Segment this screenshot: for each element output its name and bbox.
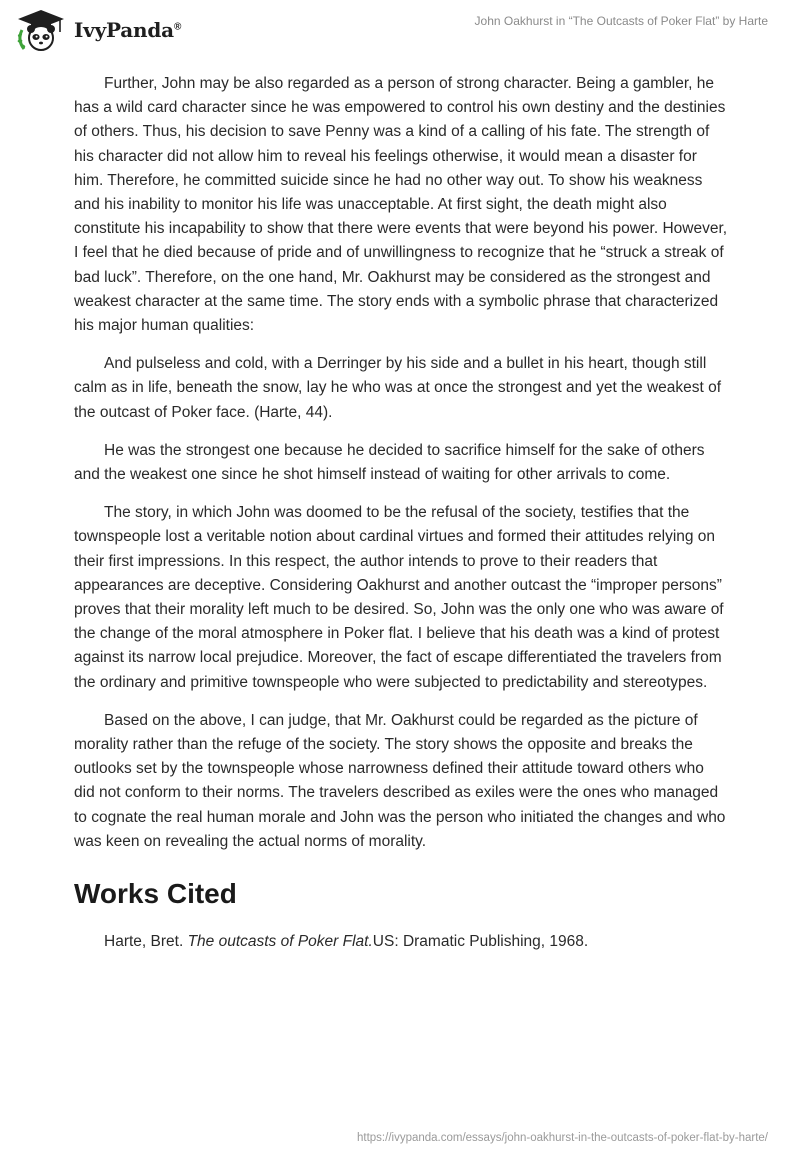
source-url-link[interactable]: https://ivypanda.com/essays/john-oakhurst-in-the-outcasts-of-poker-flat-by-harte/ (357, 1132, 768, 1144)
document-title: John Oakhurst in “The Outcasts of Poker Flat” by Harte (474, 14, 768, 28)
citation-entry (74, 930, 728, 954)
paragraph: The story, in which John was doomed to be the refusal of the society, testifies that the townspeople lost a veritable notion about cardinal virtues and formed their attitudes relying on their first impressions. In this respect, the author intends to prove to their readers that appearances are deceptive. Considering Oakhurst and another outcast the “improper persons” proves that their morality left much to be desired. So, John was the only one who was aware of the change of the moral atmosphere in Poker flat. I believe that his death was a kind of protest against its narrow local prejudice. Moreover, the fact of escape differentiated the travelers from the ordinary and primitive townspeople who were subjected to predictability and stereotypes. (74, 504, 724, 691)
citation-title: The outcasts of Poker Flat. (187, 933, 373, 951)
citation-author: Harte, Bret. (104, 933, 188, 951)
ivypanda-logo[interactable] (14, 8, 181, 52)
essay-body (74, 72, 728, 954)
brand-name: IvyPanda® (74, 18, 182, 42)
block-quote: And pulseless and cold, with a Derringer by his side and a bullet in his heart, though still calm as in life, beneath the snow, lay he who was at once the strongest and yet the weakest of the outcast of Poker face. (Harte, 44). (74, 355, 722, 421)
panda-graduate-icon (14, 8, 68, 52)
citation-publisher: US: Dramatic Publishing, 1968. (372, 933, 589, 951)
paragraph: Based on the above, I can judge, that Mr. Oakhurst could be regarded as the picture of morality rather than the refuge of the society. The story shows the opposite and breaks the outlooks set by the townspeople whose narrowness defined their attitude toward others who did not conform to their norms. The travelers described as exiles were the ones who managed to cognate the real human morale and John was the person who initiated the changes and who was keen on revealing the actual norms of morality. (74, 711, 726, 850)
works-cited-heading: Works Cited (74, 878, 237, 910)
paragraph: He was the strongest one because he decided to sacrifice himself for the sake of others and the weakest one since he shot himself instead of waiting for other arrivals to come. (74, 441, 705, 484)
paragraph: Further, John may be also regarded as a person of strong character. Being a gambler, he has a wild card character since he was empowered to control his own destiny and the destinies of others. Thus, his decision to save Penny was a kind of a calling of his fate. The strength of his character did not allow him to reveal his feelings otherwise, it would mean a disaster for him. Therefore, he committed suicide since he had no other way out. To show his weakness and his inability to monitor his life was unacceptable. At first sight, the death might also constitute his incapability to show that there were events that were beyond his power. However, I feel that he died because of pride and of unwillingness to recognize that he “struck a streak of bad luck”. Therefore, on the one hand, Mr. Oakhurst may be considered as the strongest and weakest character at the same time. The story ends with a symbolic phrase that characterized his major human qualities: (74, 75, 728, 335)
page-header (0, 0, 800, 60)
